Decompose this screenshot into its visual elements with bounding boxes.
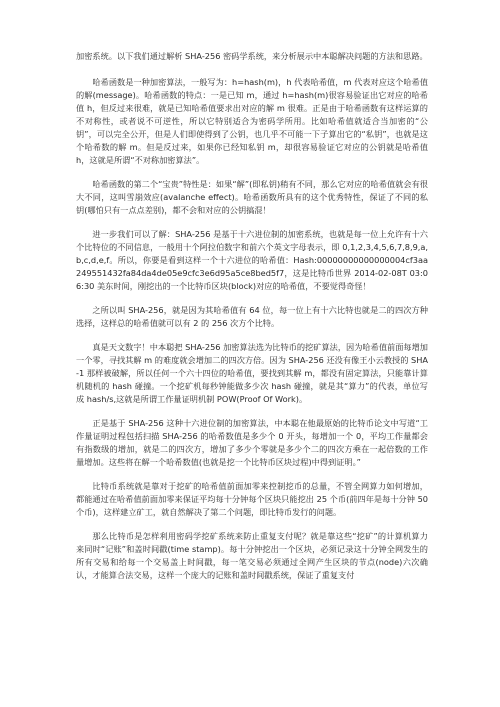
paragraph-intro-continuation: 加密系统。以下我们通过解析 SHA-256 密码学系统，来分析展示中本聪解决问题的方法和思路。 bbox=[76, 51, 428, 61]
paragraph-proof-of-work: 真是天文数字！中本聪把 SHA-256 加密算法选为比特币的挖矿算法，因为哈希值前面每增加一个零，寻找其解 m 的难度就会增加二的四次方倍。因为 SHA-256 还没有像王小云教授的 SHA-1 那样被破解，所以任何一个六十四位的哈希值，要找到其解 m，都没有固定算法，只能靠计算机随机的 hash 碰撞。一个挖矿机每秒钟能做多少次 hash 碰撞，就是其“算力”的代表，单位写成 hash/s,这就是所谓工作量证明机制 POW(Proof Of Work)。 bbox=[76, 342, 428, 404]
paragraph-avalanche-effect: 哈希函数的第二个“宝贵”特性是：如果“解”(即私钥)稍有不同，那么它对应的哈希值就会有很大不同，这叫雪崩效应(avalanche effect)。哈希函数所具有的这个优秀特性，保证了不同的私钥(哪怕只有一点点差别)，都不会和对应的公钥搞混！ bbox=[76, 179, 428, 215]
paragraph-sha256-name: 之所以叫 SHA-256，就是因为其哈希值有 64 位，每一位上有十六比特也就是二的四次方种选择，这样总的哈希值就可以有 2 的 256 次方个比特。 bbox=[76, 305, 428, 328]
paragraph-hexadecimal-system: 进一步我们可以了解：SHA-256 是基于十六进位制的加密系统，也就是每一位上允许有十六个比特位的不同信息，一般用十个阿拉伯数字和前六个英文字母表示，即 0,1,2,3,4,5,6,7,8,9,a,b,c,d,e,f。所以，你要是看到这样一个十六进位的哈希值：Hash:00000000000000004cf3aa249551432fa84da4de05e9cfc3e6d95a5ce8bed5f7，这是比特币世界 2014-02-08T 03:06:30 美东时间，刚挖出的一个比特币区块(block)对应的哈希值，不要觉得奇怪！ bbox=[76, 229, 428, 291]
paragraph-issuance-control: 比特币系统就是靠对于挖矿的哈希值前面加零来控制挖币的总量，不管全网算力如何增加，都能通过在哈希值前面加零来保证平均每十分钟每个区块只能挖出 25 个币(前四年是每十分钟 50 个币)，这样建立矿工，就自然解决了第二个问题，即比特币发行的问题。 bbox=[76, 481, 428, 517]
document-page bbox=[76, 50, 428, 582]
paragraph-double-spending: 那么比特币是怎样利用密码学挖矿系统来防止重复支付呢？就是靠这些“挖矿”的计算机算力来同时“记账”和盖时间戳(time stamp)。每十分钟挖出一个区块，必须记录这十分钟全网发生的所有交易和给每一个交易盖上时间戳，每一笔交易必须通过全网产生区块的节点(node)六次确认，才能算合法交易，这样一个庞大的记账和盖时间戳系统，保证了重复支付 bbox=[76, 531, 428, 580]
paragraph-hash-function-definition: 哈希函数是一种加密算法，一般写为：h=hash(m)，h 代表哈希值，m 代表对应这个哈希值的解(message)。哈希函数的特点：一是已知 m，通过 h=hash(m)很容易验证出它对应的哈希值 h，但反过来很难，就是已知哈希值要求出对应的解 m 很难。正是由于哈希函数有这样运算的不对称性，或者说不可逆性，所以它特别适合为密码学所用。比如哈希值就适合当加密的“公钥”，可以完全公开，但是人们即使得到了公钥，也几乎不可能一下子算出它的“私钥”，也就是这个哈希数的解 m。但是反过来，如果你已经知私钥 m，却很容易验证它对应的公钥就是哈希值 h，这就是所谓“不对称加密算法”。 bbox=[76, 77, 428, 165]
paragraph-whitepaper-quote: 正是基于 SHA-256 这种十六进位制的加密算法，中本聪在他最原始的比特币论文中写道“工作量证明过程包括扫描 SHA-256 的哈希数值是多少个 0 开头，每增加一个 0，平均工作量都会有指数级的增加，就是二的四次方，增加了多少个零就是多少个二的四次方乘在一起倍数的工作量增加。这些将在解一个哈希数值(也就是挖一个比特币区块过程)中得到证明。” bbox=[76, 418, 428, 467]
